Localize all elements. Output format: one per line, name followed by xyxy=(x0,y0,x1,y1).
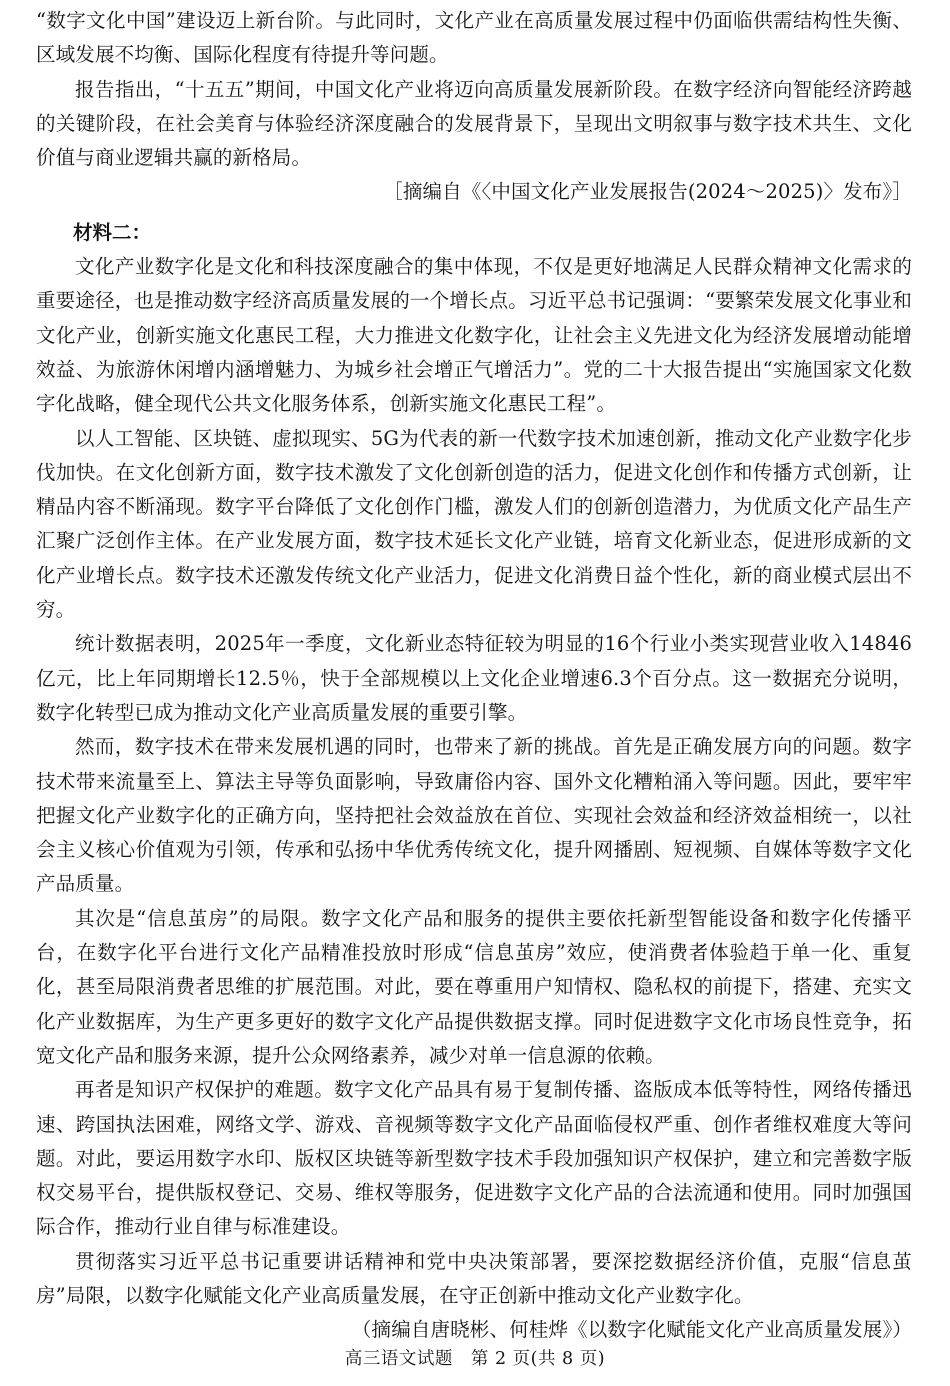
material1-paragraph-report: 报告指出，“十五五”期间，中国文化产业将迈向高质量发展新阶段。在数字经济向智能经济跨越的关键阶段，在社会美育与体验经济深度融合的发展背景下，呈现出文明叙事与数字技术共生、文化价值与商业逻辑共赢的新格局。 xyxy=(36,77,912,170)
material2-paragraph: 然而，数字技术在带来发展机遇的同时，也带来了新的挑战。首先是正确发展方向的问题。数字技术带来流量至上、算法主导等负面影响，导致庸俗内容、国外文化糟粕涌入等问题。因此，要牢牢把握文化产业数字化的正确方向，坚持把社会效益放在首位、实现社会效益和经济效益相统一，以社会主义核心价值观为引领，传承和弘扬中华优秀传统文化，提升网播剧、短视频、自媒体等数字文化产品质量。 xyxy=(36,735,912,896)
material2-paragraph: 统计数据表明，2025年一季度，文化新业态特征较为明显的16个行业小类实现营业收入14846亿元，比上年同期增长12.5％，快于全部规模以上文化企业增速6.3个百分点。这一数据充分说明，数字化转型已成为推动文化产业高质量发展的重要引擎。 xyxy=(36,632,912,724)
material2-paragraph: 贯彻落实习近平总书记重要讲话精神和党中央决策部署，要深挖数据经济价值，克服“信息茧房”局限，以数字化赋能文化产业高质量发展，在守正创新中推动文化产业数字化。 xyxy=(36,1249,912,1307)
material2-paragraph: 再者是知识产权保护的难题。数字文化产品具有易于复制传播、盗版成本低等特性，网络传播迅速、跨国执法困难，网络文学、游戏、音视频等数字文化产品面临侵权严重、创作者维权难度大等问题。对此，要运用数字水印、版权区块链等新型数字技术手段加强知识产权保护，建立和完善数字版权交易平台，提供版权登记、交易、维权等服务，促进数字文化产品的合法流通和使用。同时加强国际合作，推动行业自律与标准建设。 xyxy=(36,1078,912,1239)
material2-heading: 材料二： xyxy=(73,220,152,244)
material2-source: （摘编自唐晓彬、何桂烨《以数字化赋能文化产业高质量发展》） xyxy=(351,1318,912,1342)
page-footer: 高三语文试题 第 2 页(共 8 页) xyxy=(344,1349,606,1369)
material1-paragraph-end: “数字文化中国”建设迈上新台阶。与此同时，文化产业在高质量发展过程中仍面临供需结构性失衡、区域发展不均衡、国际化程度有待提升等问题。 xyxy=(36,9,912,67)
material2-paragraph: 其次是“信息茧房”的局限。数字文化产品和服务的提供主要依托新型智能设备和数字化传播平台，在数字化平台进行文化产品精准投放时形成“信息茧房”效应，使消费者体验趋于单一化、重复化，甚至局限消费者思维的扩展范围。对此，要在尊重用户知情权、隐私权的前提下，搭建、充实文化产业数据库，为生产更多更好的数字文化产品提供数据支撑。同时促进数字文化市场良性竞争，拓宽文化产品和服务来源，提升公众网络素养，减少对单一信息源的依赖。 xyxy=(36,906,912,1067)
material1-source: ［摘编自《〈中国文化产业发展报告(2024～2025)〉发布》］ xyxy=(383,180,912,204)
material2-paragraph: 以人工智能、区块链、虚拟现实、5G为代表的新一代数字技术加速创新，推动文化产业数字化步伐加快。在文化创新方面，数字技术激发了文化创新创造的活力，促进文化创作和传播方式创新，让精品内容不断涌现。数字平台降低了文化创作门槛，激发人们的创新创造潜力，为优质文化产品生产汇聚广泛创作主体。在产业发展方面，数字技术延长文化产业链，培育文化新业态，促进形成新的文化产业增长点。数字技术还激发传统文化产业活力，促进文化消费日益个性化，新的商业模式层出不穷。 xyxy=(36,426,912,622)
material2-paragraph: 文化产业数字化是文化和科技深度融合的集中体现，不仅是更好地满足人民群众精神文化需求的重要途径，也是推动数字经济高质量发展的一个增长点。习近平总书记强调：“要繁荣发展文化事业和文化产业，创新实施文化惠民工程，大力推进文化数字化，让社会主义先进文化为经济发展增动能增效益、为旅游休闲增内涵增魅力、为城乡社会增正气增活力”。党的二十大报告提出“实施国家文化数字化战略，健全现代公共文化服务体系，创新实施文化惠民工程”。 xyxy=(36,255,912,416)
page-content xyxy=(36,4,912,1348)
